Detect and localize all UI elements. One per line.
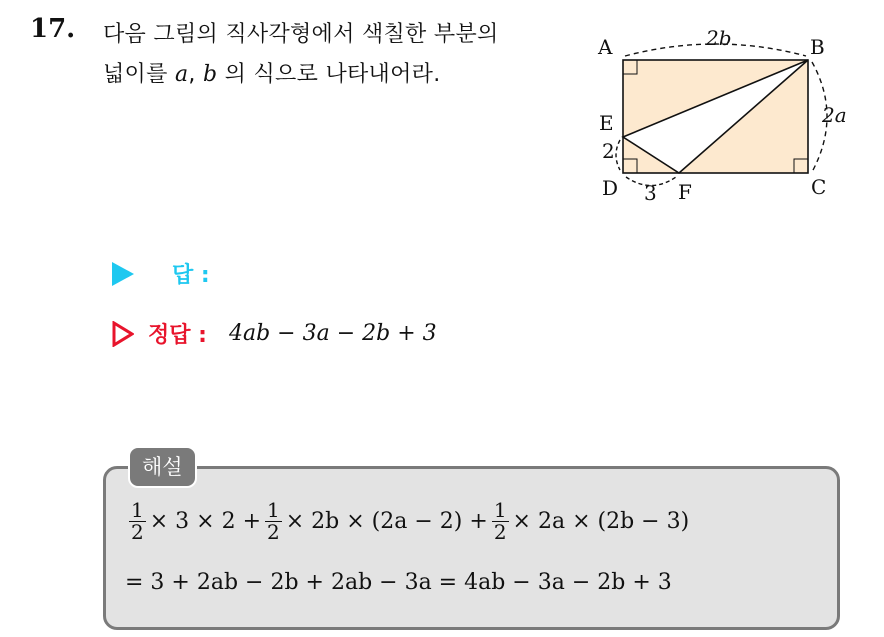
fraction-half-1 (129, 500, 146, 543)
vertex-label-b: B (810, 35, 825, 59)
fraction-half-3 (492, 500, 509, 543)
correct-answer-label: 정답 : (148, 323, 207, 348)
vertex-label-f: F (678, 180, 692, 204)
fraction-numerator: 1 (131, 498, 144, 522)
fraction-numerator: 1 (493, 498, 507, 522)
vertex-label-c: C (811, 175, 827, 199)
question-number: 17. (30, 14, 76, 44)
explanation-term2: × 2b × (2a − 2) + (285, 509, 488, 534)
vertex-label-e: E (599, 111, 614, 135)
variable-a: a (174, 62, 189, 87)
length-label-top: 2b (706, 26, 732, 50)
explanation-line2: = 3 + 2ab − 2b + 2ab − 3a = 4ab − 3a − 2b + 3 (125, 570, 672, 595)
question-text-line1: 다음 그림의 직사각형에서 색칠한 부분의 (103, 22, 499, 47)
fraction-denominator: 2 (131, 520, 144, 544)
play-arrow-icon (112, 262, 134, 286)
explanation-line1 (125, 500, 689, 543)
explanation-term1: × 3 × 2 + (149, 509, 262, 534)
length-label-df: 3 (644, 181, 657, 205)
dimension-arc-ed (616, 140, 620, 170)
answer-row (112, 258, 210, 289)
fraction-denominator: 2 (493, 520, 507, 544)
rectangle-figure (590, 24, 860, 214)
vertex-label-d: D (602, 176, 619, 200)
question-line2-prefix: 넓이를 (103, 62, 175, 87)
comma: , (188, 62, 203, 87)
length-label-right: 2a (822, 103, 847, 127)
question-line2-suffix: 의 식으로 나타내어라. (217, 62, 441, 87)
explanation-box (103, 466, 840, 630)
outline-arrow-icon (112, 321, 134, 347)
fraction-half-2 (265, 500, 282, 543)
fraction-numerator: 1 (267, 498, 280, 522)
length-label-ed: 2 (602, 139, 615, 163)
explanation-term3: × 2a × (2b − 3) (512, 509, 690, 534)
fraction-denominator: 2 (267, 520, 280, 544)
question-text-line2 (103, 57, 441, 88)
correct-answer-row (112, 318, 437, 349)
correct-answer-value: 4ab − 3a − 2b + 3 (228, 321, 437, 346)
explanation-tag: 해설 (128, 446, 197, 488)
vertex-label-a: A (598, 35, 613, 59)
answer-label: 답 : (172, 263, 210, 288)
variable-b: b (202, 62, 218, 87)
